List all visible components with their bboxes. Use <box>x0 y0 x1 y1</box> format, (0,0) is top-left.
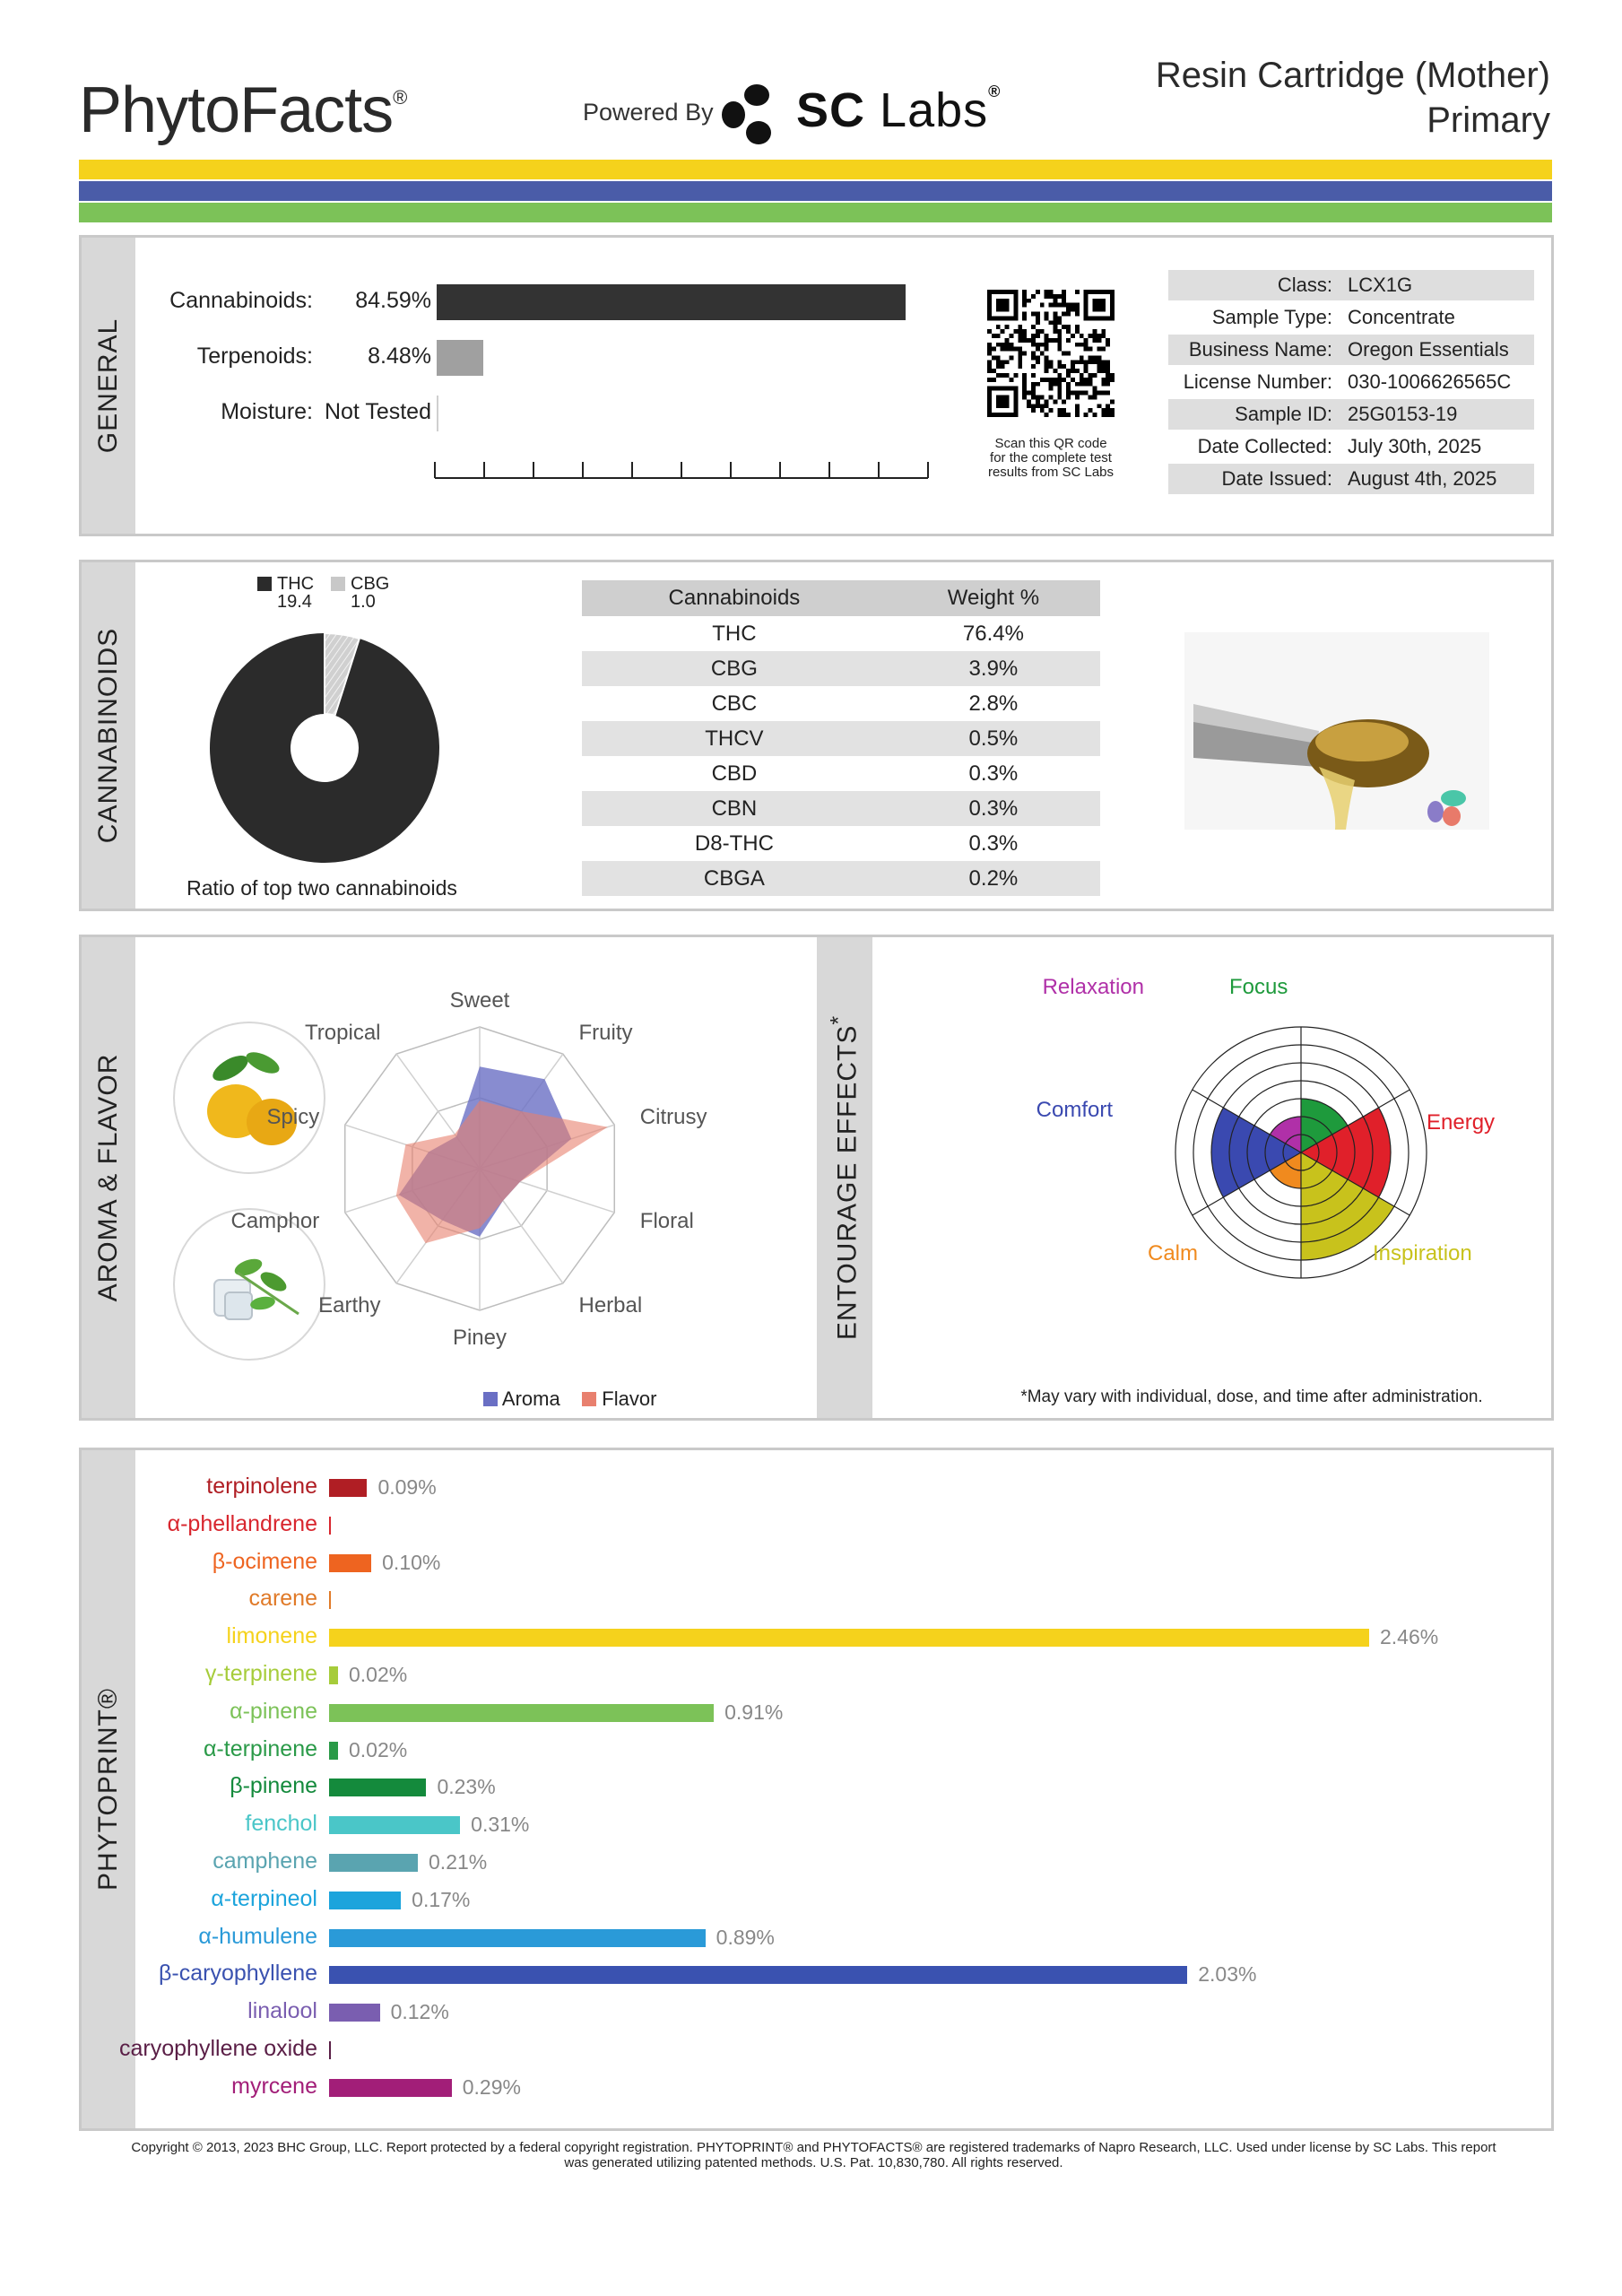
phytoprint-panel <box>79 1448 1554 2131</box>
table-row <box>582 616 1100 651</box>
table-row <box>582 651 1100 686</box>
radar-series-flavor <box>396 1100 608 1243</box>
general-row-bar <box>437 284 906 320</box>
brand-name: PhytoFacts <box>79 74 394 146</box>
general-row-label: Terpenoids: <box>196 344 313 369</box>
radar-axis-label: Floral <box>639 1209 694 1234</box>
general-panel <box>79 235 1554 536</box>
entourage-section-label <box>827 1015 863 1340</box>
general-row-label: Cannabinoids: <box>169 288 313 313</box>
cannabinoid-weight: 0.2% <box>887 861 1100 896</box>
general-section-label: GENERAL <box>93 317 123 454</box>
terpene-bar <box>329 1892 401 1909</box>
qr-code-icon[interactable] <box>987 290 1115 417</box>
table-row <box>582 686 1100 721</box>
table-row <box>582 861 1100 896</box>
cannabinoids-section-label: CANNABINOIDS <box>93 627 123 844</box>
terpene-bar <box>329 2004 380 2022</box>
sample-info-value: Concentrate <box>1348 306 1455 328</box>
cannabinoid-name: THCV <box>582 721 887 756</box>
general-row-value: Not Tested <box>324 399 431 424</box>
general-row-value: 8.48% <box>368 344 431 369</box>
general-row-bar <box>437 340 483 376</box>
entourage-label-mark: * <box>826 1014 852 1025</box>
cannabinoids-panel <box>79 560 1554 911</box>
table-row <box>582 756 1100 791</box>
sample-info-value: LCX1G <box>1348 274 1413 296</box>
sample-info-key: Business Name: <box>1188 338 1332 361</box>
terpene-value: 0.02% <box>349 1737 408 1761</box>
footer-line: was generated utilizing patented methods. U.S. Pat. 10,830,780. All rights reserved. <box>564 2155 1063 2170</box>
cannabinoid-name: THC <box>712 621 757 646</box>
table-header: Cannabinoids <box>582 580 887 616</box>
terpene-bar <box>329 2079 452 2097</box>
lab-name-light: Labs <box>880 83 989 137</box>
terpene-name: limonene <box>226 1623 317 1649</box>
radar-axis-label: Citrusy <box>639 1104 707 1129</box>
terpene-value: 0.91% <box>724 1700 784 1724</box>
terpene-name: α-terpineol <box>211 1885 317 1911</box>
cannabinoid-name: D8-THC <box>694 831 774 856</box>
lemon-icon <box>173 1022 325 1174</box>
sample-info-key: Date Issued: <box>1221 467 1332 490</box>
sample-info-row <box>1168 431 1534 462</box>
donut-caption: Ratio of top two cannabinoids <box>186 876 457 900</box>
entourage-label-text: ENTOURAGE EFFECTS <box>832 1024 863 1341</box>
brand-trademark: ® <box>393 86 407 109</box>
general-sidebar <box>82 238 135 534</box>
terpene-value: 0.12% <box>390 2000 449 2024</box>
cannabinoid-weight: 0.3% <box>887 791 1100 826</box>
legend-ratio-cbg: 1.0 <box>351 592 376 612</box>
terpene-name: β-pinene <box>230 1773 317 1799</box>
sample-info-row <box>1168 399 1534 430</box>
table-row <box>582 826 1100 861</box>
general-row-label: Moisture: <box>221 399 313 424</box>
cannabinoid-name: CBGA <box>582 861 887 896</box>
cannabinoid-weight: 0.3% <box>968 761 1019 786</box>
terpene-bar <box>329 1816 460 1834</box>
cannabinoid-name: CBG <box>582 651 887 686</box>
terpene-bar <box>329 1742 338 1760</box>
terpene-bar <box>329 1554 371 1572</box>
terpene-bar <box>329 1666 338 1684</box>
terpene-bar <box>329 1779 426 1796</box>
sample-info-row <box>1168 335 1534 365</box>
lab-trademark: ® <box>988 83 1002 100</box>
cannabinoid-weight: 0.5% <box>887 721 1100 756</box>
radar-legend <box>483 1387 656 1411</box>
legend-swatch-aroma <box>483 1392 498 1406</box>
terpene-value: 0.89% <box>716 1925 775 1949</box>
stripe-green <box>79 203 1552 222</box>
terpene-name: terpinolene <box>206 1474 317 1499</box>
terpene-bar <box>329 1629 1369 1647</box>
product-title: Resin Cartridge (Mother) <box>1155 56 1550 95</box>
radar-axis-label: Sweet <box>449 988 510 1013</box>
cannabinoid-table-wrapper <box>582 580 1100 896</box>
radar-axis-label: Camphor <box>230 1209 320 1234</box>
sample-info-key: Sample ID: <box>1235 403 1332 425</box>
sample-info-key: License Number: <box>1183 370 1332 393</box>
sample-info-value: 030-1006626565C <box>1348 370 1512 393</box>
scale-axis <box>433 460 932 482</box>
terpene-value: 2.03% <box>1198 1962 1257 1987</box>
brand-title <box>79 74 406 147</box>
sample-info-row <box>1168 302 1534 333</box>
sc-labs-logo-icon <box>717 79 789 151</box>
terpene-value: 0.29% <box>462 2074 521 2099</box>
terpene-name: α-humulene <box>198 1923 317 1949</box>
legend-ratio-thc: 19.4 <box>277 592 312 612</box>
product-photo-spoon-icon <box>1184 632 1489 830</box>
radar-axis-label: Herbal <box>578 1293 643 1318</box>
copyright-footer <box>79 2140 1548 2170</box>
cannabinoid-donut-chart <box>207 631 442 865</box>
cannabinoid-name: CBD <box>711 761 758 786</box>
stripe-blue <box>79 181 1552 201</box>
qr-caption-line: results from SC Labs <box>987 465 1115 480</box>
sample-info-row <box>1168 270 1534 300</box>
table-row <box>582 721 1100 756</box>
terpene-value: 0.10% <box>382 1550 441 1574</box>
sample-info-row <box>1168 367 1534 397</box>
radar-axis-label: Spicy <box>266 1104 320 1129</box>
sample-info-key: Class: <box>1277 274 1332 296</box>
terpene-value: 0.02% <box>349 1663 408 1686</box>
table-header: Weight % <box>887 580 1100 616</box>
sample-info-value: 25G0153-19 <box>1348 403 1458 425</box>
terpene-bar <box>329 1517 331 1535</box>
terpene-value: 0.17% <box>412 1887 471 1911</box>
phytoprint-sidebar <box>82 1450 135 2128</box>
effect-label: Inspiration <box>1373 1241 1472 1265</box>
legend-label-thc: THC <box>277 574 315 594</box>
terpene-value: 0.23% <box>437 1775 496 1799</box>
terpene-name: myrcene <box>231 2073 317 2099</box>
stripe-yellow <box>79 160 1552 179</box>
terpene-name: β-ocimene <box>212 1548 317 1574</box>
sample-info-value: Oregon Essentials <box>1348 338 1509 361</box>
terpene-value: 2.46% <box>1380 1625 1439 1649</box>
legend-label-aroma: Aroma <box>501 1387 560 1410</box>
aroma-entourage-panel <box>79 935 1554 1421</box>
legend-swatch-flavor <box>582 1392 596 1406</box>
terpene-bar <box>329 1704 714 1722</box>
terpene-value: 0.31% <box>471 1813 530 1837</box>
legend-label-cbg: CBG <box>351 574 390 594</box>
terpene-bar <box>329 1966 1187 1984</box>
radar-axis-label: Piney <box>452 1326 507 1350</box>
cannabinoid-weight: 2.8% <box>968 691 1019 716</box>
general-row-bar <box>437 396 438 431</box>
radar-axis-label: Earthy <box>318 1293 381 1318</box>
effect-label: Relaxation <box>1042 975 1144 999</box>
sample-info-row <box>1168 464 1534 494</box>
radar-axis-label: Fruity <box>578 1020 633 1045</box>
cannabinoids-sidebar <box>82 562 135 909</box>
legend-swatch-thc <box>257 577 272 591</box>
powered-by-label: Powered By <box>583 99 714 126</box>
entourage-effects-chart <box>889 975 1534 1368</box>
qr-caption <box>942 437 1159 480</box>
lab-name-bold: SC <box>796 83 866 137</box>
phytoprint-section-label: PHYTOPRINT® <box>93 1688 123 1891</box>
lab-name <box>796 83 1001 138</box>
cannabinoid-name: CBN <box>582 791 887 826</box>
legend-swatch-cbg <box>331 577 345 591</box>
terpene-name: linalool <box>247 1998 317 2024</box>
terpene-name: camphene <box>213 1848 317 1874</box>
aroma-flavor-radar-chart <box>230 982 872 1377</box>
terpene-bar <box>329 2041 331 2059</box>
footer-line: Copyright © 2013, 2023 BHC Group, LLC. Report protected by a federal copyright registration. PHYTOPRINT® and PHYTOFACTS® are registered trademarks of Napro Research, LLC. Used under license by SC Labs. This report <box>131 2140 1496 2155</box>
terpene-name: α-phellandrene <box>167 1510 317 1536</box>
terpene-bar <box>329 1929 706 1947</box>
cannabinoid-weight: 3.9% <box>887 651 1100 686</box>
effect-label: Energy <box>1427 1110 1496 1135</box>
qr-caption-line: Scan this QR code <box>994 436 1107 451</box>
effect-label: Focus <box>1229 975 1288 999</box>
terpene-value: 0.09% <box>377 1475 437 1499</box>
legend-label-flavor: Flavor <box>602 1387 657 1410</box>
sample-info-key: Date Collected: <box>1197 435 1332 457</box>
terpene-bar <box>329 1591 331 1609</box>
effect-label: Calm <box>1147 1241 1198 1265</box>
sample-info-value: July 30th, 2025 <box>1348 435 1482 457</box>
product-subtitle: Primary <box>1427 100 1550 140</box>
effect-label: Comfort <box>1036 1098 1113 1122</box>
terpene-name: carene <box>248 1586 317 1612</box>
cannabinoid-table <box>582 580 1100 896</box>
sample-info-value: August 4th, 2025 <box>1348 467 1497 490</box>
cannabinoid-weight: 76.4% <box>962 621 1024 646</box>
table-row <box>582 791 1100 826</box>
terpene-name: caryophyllene oxide <box>119 2036 317 2061</box>
terpene-name: α-terpinene <box>203 1735 317 1761</box>
radar-axis-label: Tropical <box>305 1020 381 1045</box>
cannabinoid-name: CBC <box>711 691 758 716</box>
cannabinoid-weight: 0.3% <box>968 831 1019 856</box>
terpene-value: 0.21% <box>429 1850 488 1874</box>
entourage-sidebar <box>817 937 872 1418</box>
aroma-section-label: AROMA & FLAVOR <box>93 1053 123 1302</box>
qr-caption-line: for the complete test <box>990 450 1112 465</box>
aroma-sidebar <box>82 937 135 1418</box>
entourage-note: *May vary with individual, dose, and time after administration. <box>1020 1387 1483 1406</box>
terpene-bar <box>329 1479 367 1497</box>
terpene-name: α-pinene <box>230 1698 317 1724</box>
terpene-bar <box>329 1854 418 1872</box>
general-row-value: 84.59% <box>355 288 431 313</box>
sample-info-key: Sample Type: <box>1211 306 1332 328</box>
terpene-name: fenchol <box>245 1811 317 1837</box>
terpene-name: γ-terpinene <box>204 1661 317 1686</box>
terpene-name: β-caryophyllene <box>159 1961 317 1987</box>
sample-info-table <box>1168 270 1534 494</box>
